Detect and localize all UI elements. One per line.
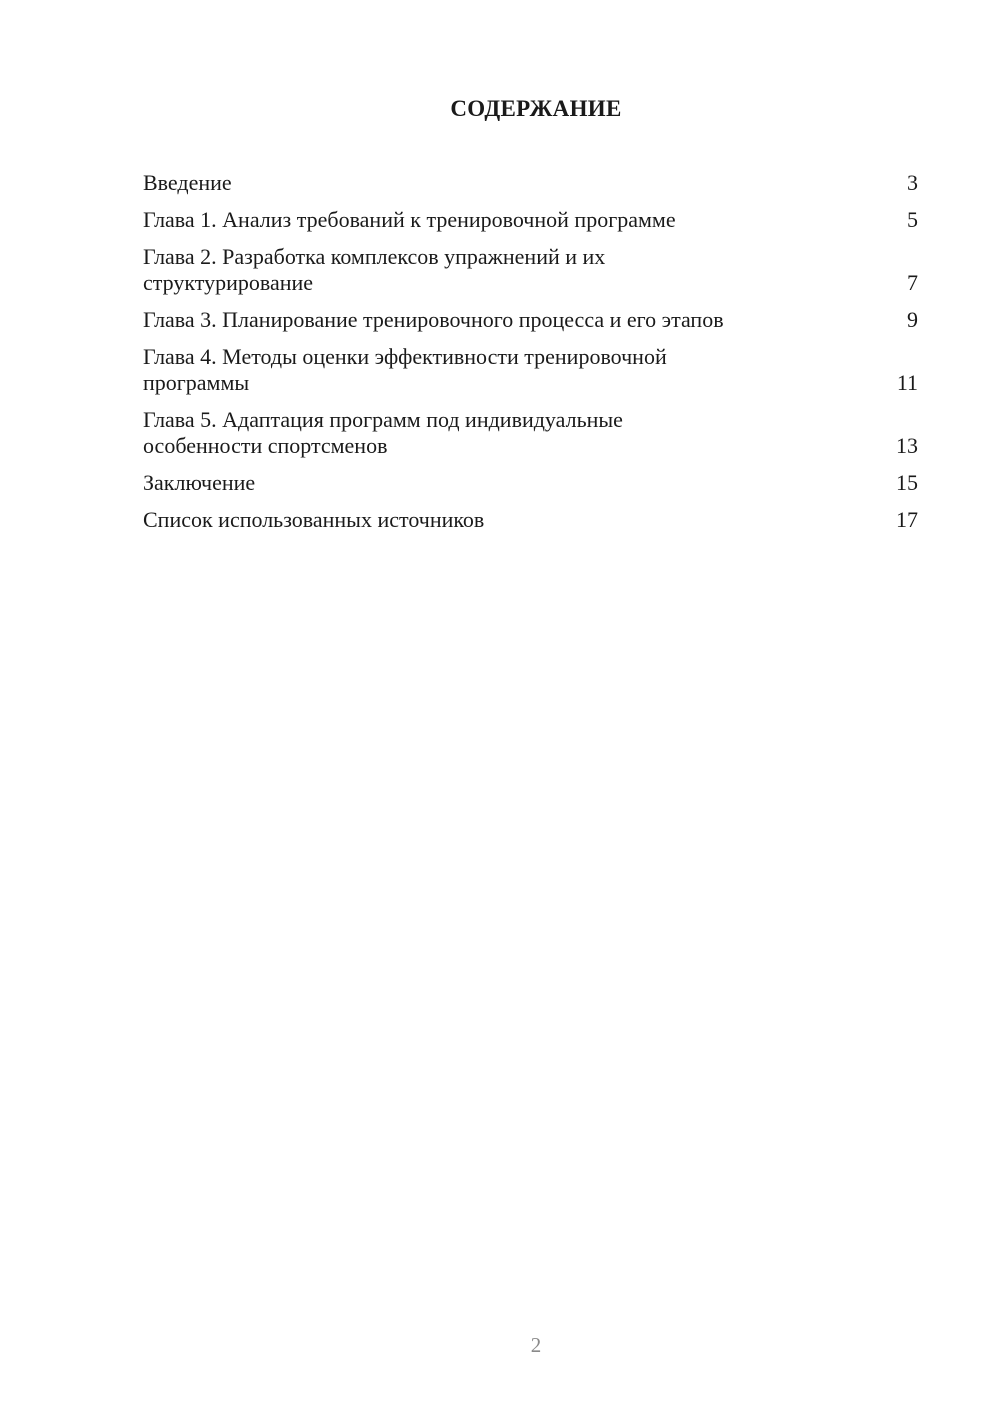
toc-item-page: 9: [907, 307, 918, 332]
toc-item-page: 17: [896, 507, 918, 532]
toc-item-page: 15: [896, 470, 918, 495]
toc-item-chapter-1[interactable]: [143, 207, 918, 233]
toc-item-label: Список использованных источников: [143, 507, 485, 532]
toc-item-page: 3: [907, 170, 918, 195]
toc-item-page: 11: [896, 370, 918, 395]
toc-item-page: 5: [907, 207, 918, 232]
toc-item-label: Глава 1. Анализ требований к тренировочной программе: [143, 207, 676, 232]
toc-item-references[interactable]: [143, 507, 918, 533]
toc-item-chapter-3[interactable]: [143, 307, 918, 333]
toc-item-label: Глава 3. Планирование тренировочного процесса и его этапов: [143, 307, 724, 332]
toc-item-label: Глава 5. Адаптация программ под индивидуальные особенности спортсменов: [143, 407, 623, 458]
toc-item-label: Глава 4. Методы оценки эффективности тренировочной программы: [143, 344, 667, 395]
toc-title: СОДЕРЖАНИЕ: [450, 96, 622, 121]
toc-item-chapter-4[interactable]: [143, 344, 918, 396]
toc-item-label: Глава 2. Разработка комплексов упражнений и их структурирование: [143, 244, 606, 295]
toc-item-conclusion[interactable]: [143, 470, 918, 496]
toc-item-chapter-5[interactable]: [143, 407, 918, 459]
page-number: 2: [530, 1333, 542, 1357]
toc-item-label: Введение: [143, 170, 232, 195]
toc-item-page: 7: [907, 270, 918, 295]
toc-item-introduction[interactable]: [143, 170, 918, 196]
toc-item-page: 13: [896, 433, 918, 458]
table-of-contents: [143, 170, 918, 544]
toc-item-chapter-2[interactable]: [143, 244, 918, 296]
toc-item-label: Заключение: [143, 470, 256, 495]
